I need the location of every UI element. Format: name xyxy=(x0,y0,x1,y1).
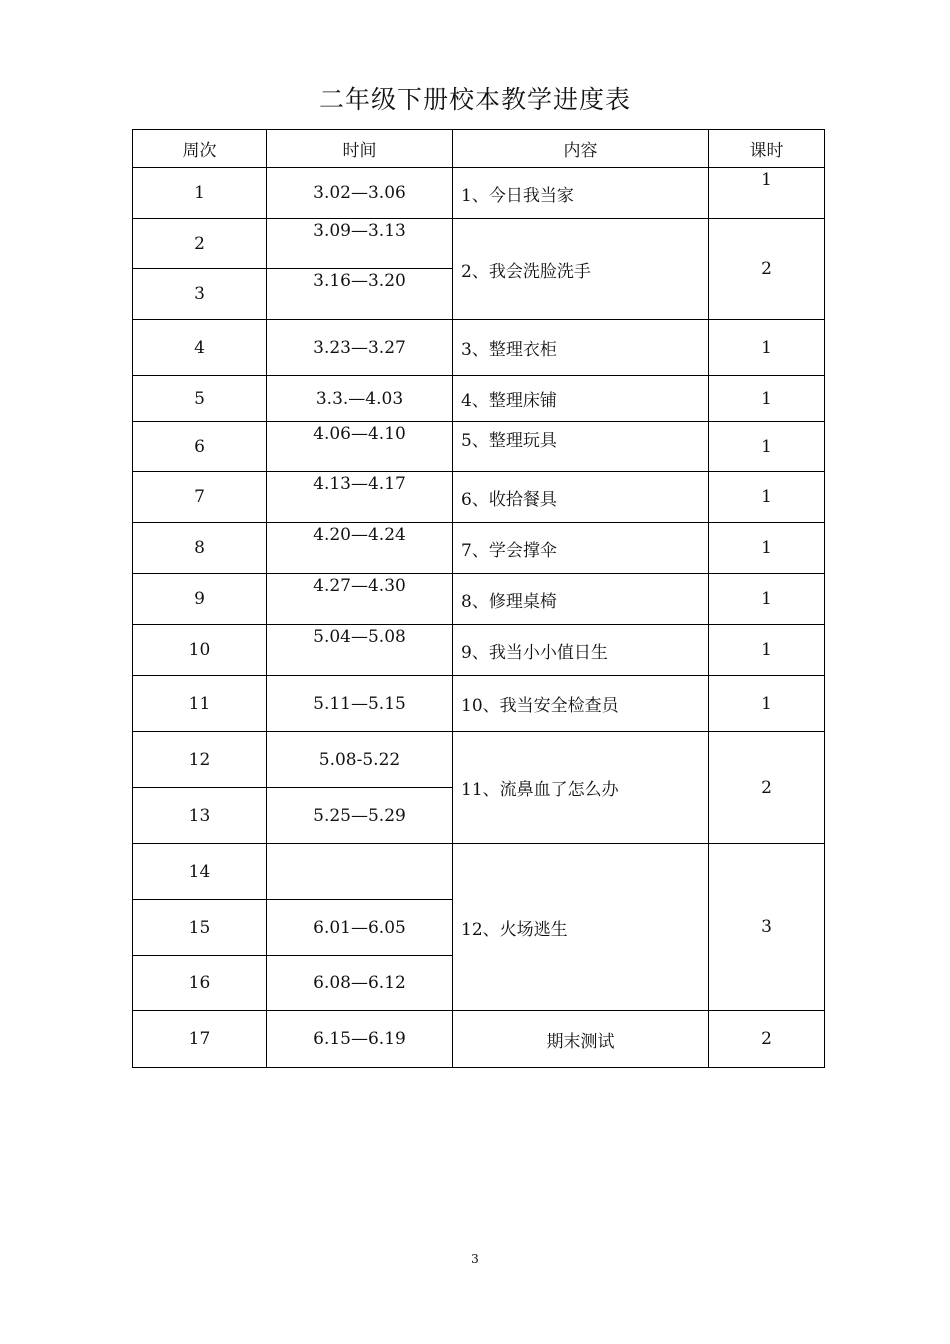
time-cell: 3.23—3.27 xyxy=(267,320,453,376)
time-cell: 5.11—5.15 xyxy=(267,676,453,732)
time-cell: 3.02—3.06 xyxy=(267,168,453,219)
table-row xyxy=(133,1011,825,1068)
content-cell: 8、修理桌椅 xyxy=(453,574,709,625)
hours-cell: 1 xyxy=(709,422,825,472)
header-row xyxy=(133,130,825,168)
table-row xyxy=(133,676,825,732)
week-cell: 8 xyxy=(133,523,267,574)
table-row xyxy=(133,168,825,219)
time-cell: 4.13—4.17 xyxy=(267,472,453,523)
time-cell: 4.20—4.24 xyxy=(267,523,453,574)
content-cell: 2、我会洗脸洗手 xyxy=(453,219,709,320)
week-cell: 13 xyxy=(133,788,267,844)
week-cell: 15 xyxy=(133,900,267,956)
content-cell xyxy=(453,422,709,472)
week-cell: 9 xyxy=(133,574,267,625)
hours-cell: 2 xyxy=(709,732,825,844)
hours-cell: 1 xyxy=(709,523,825,574)
time-cell: 4.27—4.30 xyxy=(267,574,453,625)
schedule-table xyxy=(132,129,825,1068)
page-number: 3 xyxy=(471,1252,479,1266)
table-row xyxy=(133,219,825,269)
header-week: 周次 xyxy=(133,130,267,168)
content-cell: 7、学会撑伞 xyxy=(453,523,709,574)
table-row xyxy=(133,625,825,676)
week-cell: 11 xyxy=(133,676,267,732)
hours-cell: 2 xyxy=(709,1011,825,1068)
content-cell: 12、火场逃生 xyxy=(453,844,709,1011)
time-cell: 6.08—6.12 xyxy=(267,956,453,1011)
time-cell: 5.25—5.29 xyxy=(267,788,453,844)
hours-cell: 1 xyxy=(709,168,825,219)
content-text: 5、整理玩具 xyxy=(461,431,557,451)
content-cell: 4、整理床铺 xyxy=(453,376,709,422)
hours-cell: 2 xyxy=(709,219,825,320)
content-cell: 9、我当小小值日生 xyxy=(453,625,709,676)
week-cell: 12 xyxy=(133,732,267,788)
hours-cell: 1 xyxy=(709,676,825,732)
time-cell: 6.01—6.05 xyxy=(267,900,453,956)
time-cell: 6.15—6.19 xyxy=(267,1011,453,1068)
content-cell: 11、流鼻血了怎么办 xyxy=(453,732,709,844)
time-cell: 4.06—4.10 xyxy=(267,422,453,472)
content-cell: 3、整理衣柜 xyxy=(453,320,709,376)
table-row xyxy=(133,523,825,574)
week-cell: 3 xyxy=(133,269,267,320)
table-row xyxy=(133,376,825,422)
hours-cell: 1 xyxy=(709,574,825,625)
week-cell: 5 xyxy=(133,376,267,422)
header-content: 内容 xyxy=(453,130,709,168)
content-cell: 期末测试 xyxy=(453,1011,709,1068)
hours-cell: 3 xyxy=(709,844,825,1011)
week-cell: 16 xyxy=(133,956,267,1011)
hours-cell: 1 xyxy=(709,625,825,676)
table-row xyxy=(133,732,825,788)
header-time: 时间 xyxy=(267,130,453,168)
week-cell: 10 xyxy=(133,625,267,676)
content-cell: 10、我当安全检查员 xyxy=(453,676,709,732)
table-row xyxy=(133,422,825,472)
time-cell xyxy=(267,844,453,900)
content-cell: 6、收拾餐具 xyxy=(453,472,709,523)
week-cell: 6 xyxy=(133,422,267,472)
time-cell: 3.3.—4.03 xyxy=(267,376,453,422)
table-row xyxy=(133,844,825,900)
time-cell: 5.04—5.08 xyxy=(267,625,453,676)
week-cell: 1 xyxy=(133,168,267,219)
week-cell: 14 xyxy=(133,844,267,900)
page-title: 二年级下册校本教学进度表 xyxy=(318,85,631,114)
table-row xyxy=(133,320,825,376)
week-cell: 7 xyxy=(133,472,267,523)
table-row xyxy=(133,472,825,523)
week-cell: 4 xyxy=(133,320,267,376)
week-cell: 17 xyxy=(133,1011,267,1068)
content-cell: 1、今日我当家 xyxy=(453,168,709,219)
hours-cell: 1 xyxy=(709,376,825,422)
time-cell: 3.16—3.20 xyxy=(267,269,453,320)
hours-cell: 1 xyxy=(709,472,825,523)
time-cell: 5.08-5.22 xyxy=(267,732,453,788)
table-row xyxy=(133,574,825,625)
hours-cell: 1 xyxy=(709,320,825,376)
header-hours: 课时 xyxy=(709,130,825,168)
time-cell: 3.09—3.13 xyxy=(267,219,453,269)
week-cell: 2 xyxy=(133,219,267,269)
